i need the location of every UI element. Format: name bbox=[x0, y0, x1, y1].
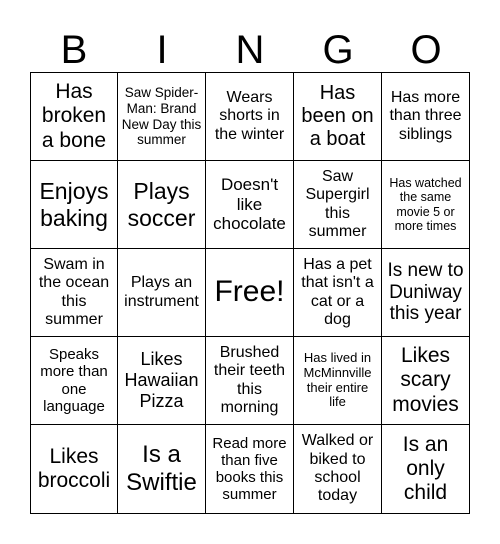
bingo-cell[interactable]: Likes Hawaiian Pizza bbox=[118, 337, 206, 425]
bingo-cell[interactable]: Swam in the ocean this summer bbox=[31, 249, 118, 337]
header-letter-g: G bbox=[322, 28, 354, 72]
bingo-cell[interactable]: Has been on a boat bbox=[294, 73, 382, 161]
bingo-cell[interactable]: Has lived in McMinnville their entire life bbox=[294, 337, 382, 425]
bingo-cell[interactable]: Is new to Duniway this year bbox=[382, 249, 470, 337]
bingo-cell[interactable]: Plays soccer bbox=[118, 161, 206, 249]
header-letter-i: I bbox=[156, 28, 168, 72]
bingo-cell[interactable]: Read more than five books this summer bbox=[206, 425, 294, 514]
header-letter-b: B bbox=[60, 28, 88, 72]
bingo-cell[interactable]: Likes scary movies bbox=[382, 337, 470, 425]
bingo-cell[interactable]: Plays an instrument bbox=[118, 249, 206, 337]
bingo-cell[interactable]: Brushed their teeth this morning bbox=[206, 337, 294, 425]
header-letter-o: O bbox=[410, 28, 442, 72]
bingo-cell[interactable]: Is a Swiftie bbox=[118, 425, 206, 514]
bingo-cell[interactable]: Wears shorts in the winter bbox=[206, 73, 294, 161]
bingo-cell[interactable]: Has more than three siblings bbox=[382, 73, 470, 161]
bingo-cell[interactable]: Likes broccoli bbox=[31, 425, 118, 514]
bingo-cell[interactable]: Saw Spider-Man: Brand New Day this summer bbox=[118, 73, 206, 161]
bingo-cell[interactable]: Saw Supergirl this summer bbox=[294, 161, 382, 249]
bingo-cell[interactable]: Has a pet that isn't a cat or a dog bbox=[294, 249, 382, 337]
header-letter-n: N bbox=[235, 28, 265, 72]
bingo-cell[interactable]: Speaks more than one language bbox=[31, 337, 118, 425]
bingo-header bbox=[30, 28, 470, 72]
free-space[interactable]: Free! bbox=[206, 249, 294, 337]
bingo-cell[interactable]: Is an only child bbox=[382, 425, 470, 514]
bingo-cell[interactable]: Has broken a bone bbox=[31, 73, 118, 161]
bingo-board bbox=[30, 72, 470, 514]
bingo-cell[interactable]: Enjoys baking bbox=[31, 161, 118, 249]
bingo-cell[interactable]: Has watched the same movie 5 or more times bbox=[382, 161, 470, 249]
bingo-cell[interactable]: Doesn't like chocolate bbox=[206, 161, 294, 249]
bingo-cell[interactable]: Walked or biked to school today bbox=[294, 425, 382, 514]
